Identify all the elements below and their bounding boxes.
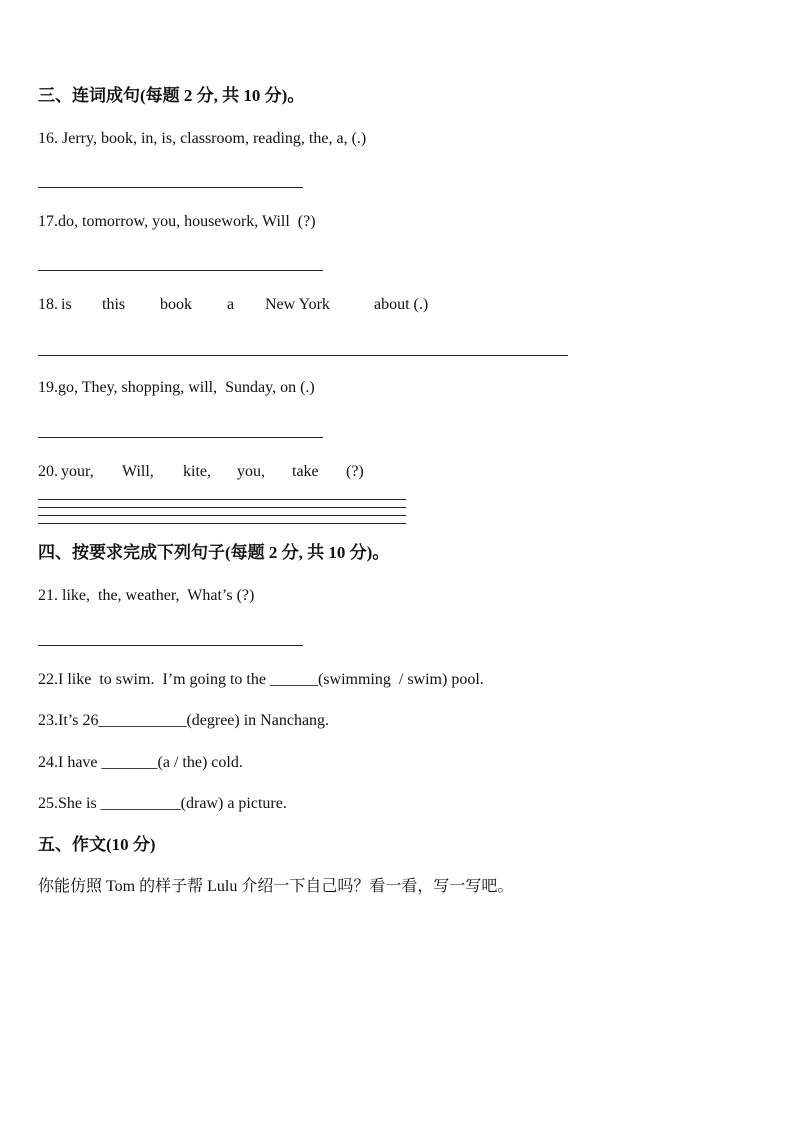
answer-line-20a[interactable] [38,499,406,500]
answer-line-21[interactable] [38,645,303,646]
answer-line-20b[interactable] [38,507,406,508]
answer-line-18[interactable] [38,355,568,356]
question-18-word: this [102,296,126,313]
question-20-word: your, [61,463,94,480]
section-3-heading: 三、连词成句(每题 2 分, 共 10 分)。 [38,86,305,105]
composition-prompt: 你能仿照 Tom 的样子帮 Lulu 介绍一下自己吗？看一看，写一写吧。 [38,878,514,895]
question-20-word: you, [237,463,265,480]
question-25: 25.She is __________(draw) a picture. [38,795,287,812]
question-20-word: (?) [346,463,364,480]
question-20-word: take [292,463,319,480]
answer-line-16[interactable] [38,187,303,188]
answer-line-20d[interactable] [38,523,406,524]
question-18-word: a [227,296,235,313]
section-5-heading: 五、作文(10 分) [38,835,156,854]
question-22: 22.I like to swim. I’m going to the ______(swimming / swim) pool. [38,671,484,688]
question-18-number: 18. [38,296,58,313]
question-23: 23.It’s 26___________(degree) in Nanchang. [38,712,330,729]
question-20-word: Will, [122,463,154,480]
question-18-word: is [61,296,72,313]
question-19: 19.go, They, shopping, will, Sunday, on (.) [38,379,315,396]
question-17: 17.do, tomorrow, you, housework, Will (?) [38,213,316,230]
question-18-word: book [160,296,192,313]
question-20-word: kite, [183,463,211,480]
answer-line-20c[interactable] [38,515,406,516]
question-21: 21. like, the, weather, What’s (?) [38,587,255,604]
question-20-number: 20. [38,463,58,480]
answer-line-17[interactable] [38,270,323,271]
question-18-word: New York [265,296,330,313]
section-4-heading: 四、按要求完成下列句子(每题 2 分, 共 10 分)。 [38,543,390,562]
question-18-word: about (.) [374,296,429,313]
question-16: 16. Jerry, book, in, is, classroom, reading, the, a, (.) [38,130,367,147]
answer-line-19[interactable] [38,437,323,438]
question-24: 24.I have _______(a / the) cold. [38,754,243,771]
